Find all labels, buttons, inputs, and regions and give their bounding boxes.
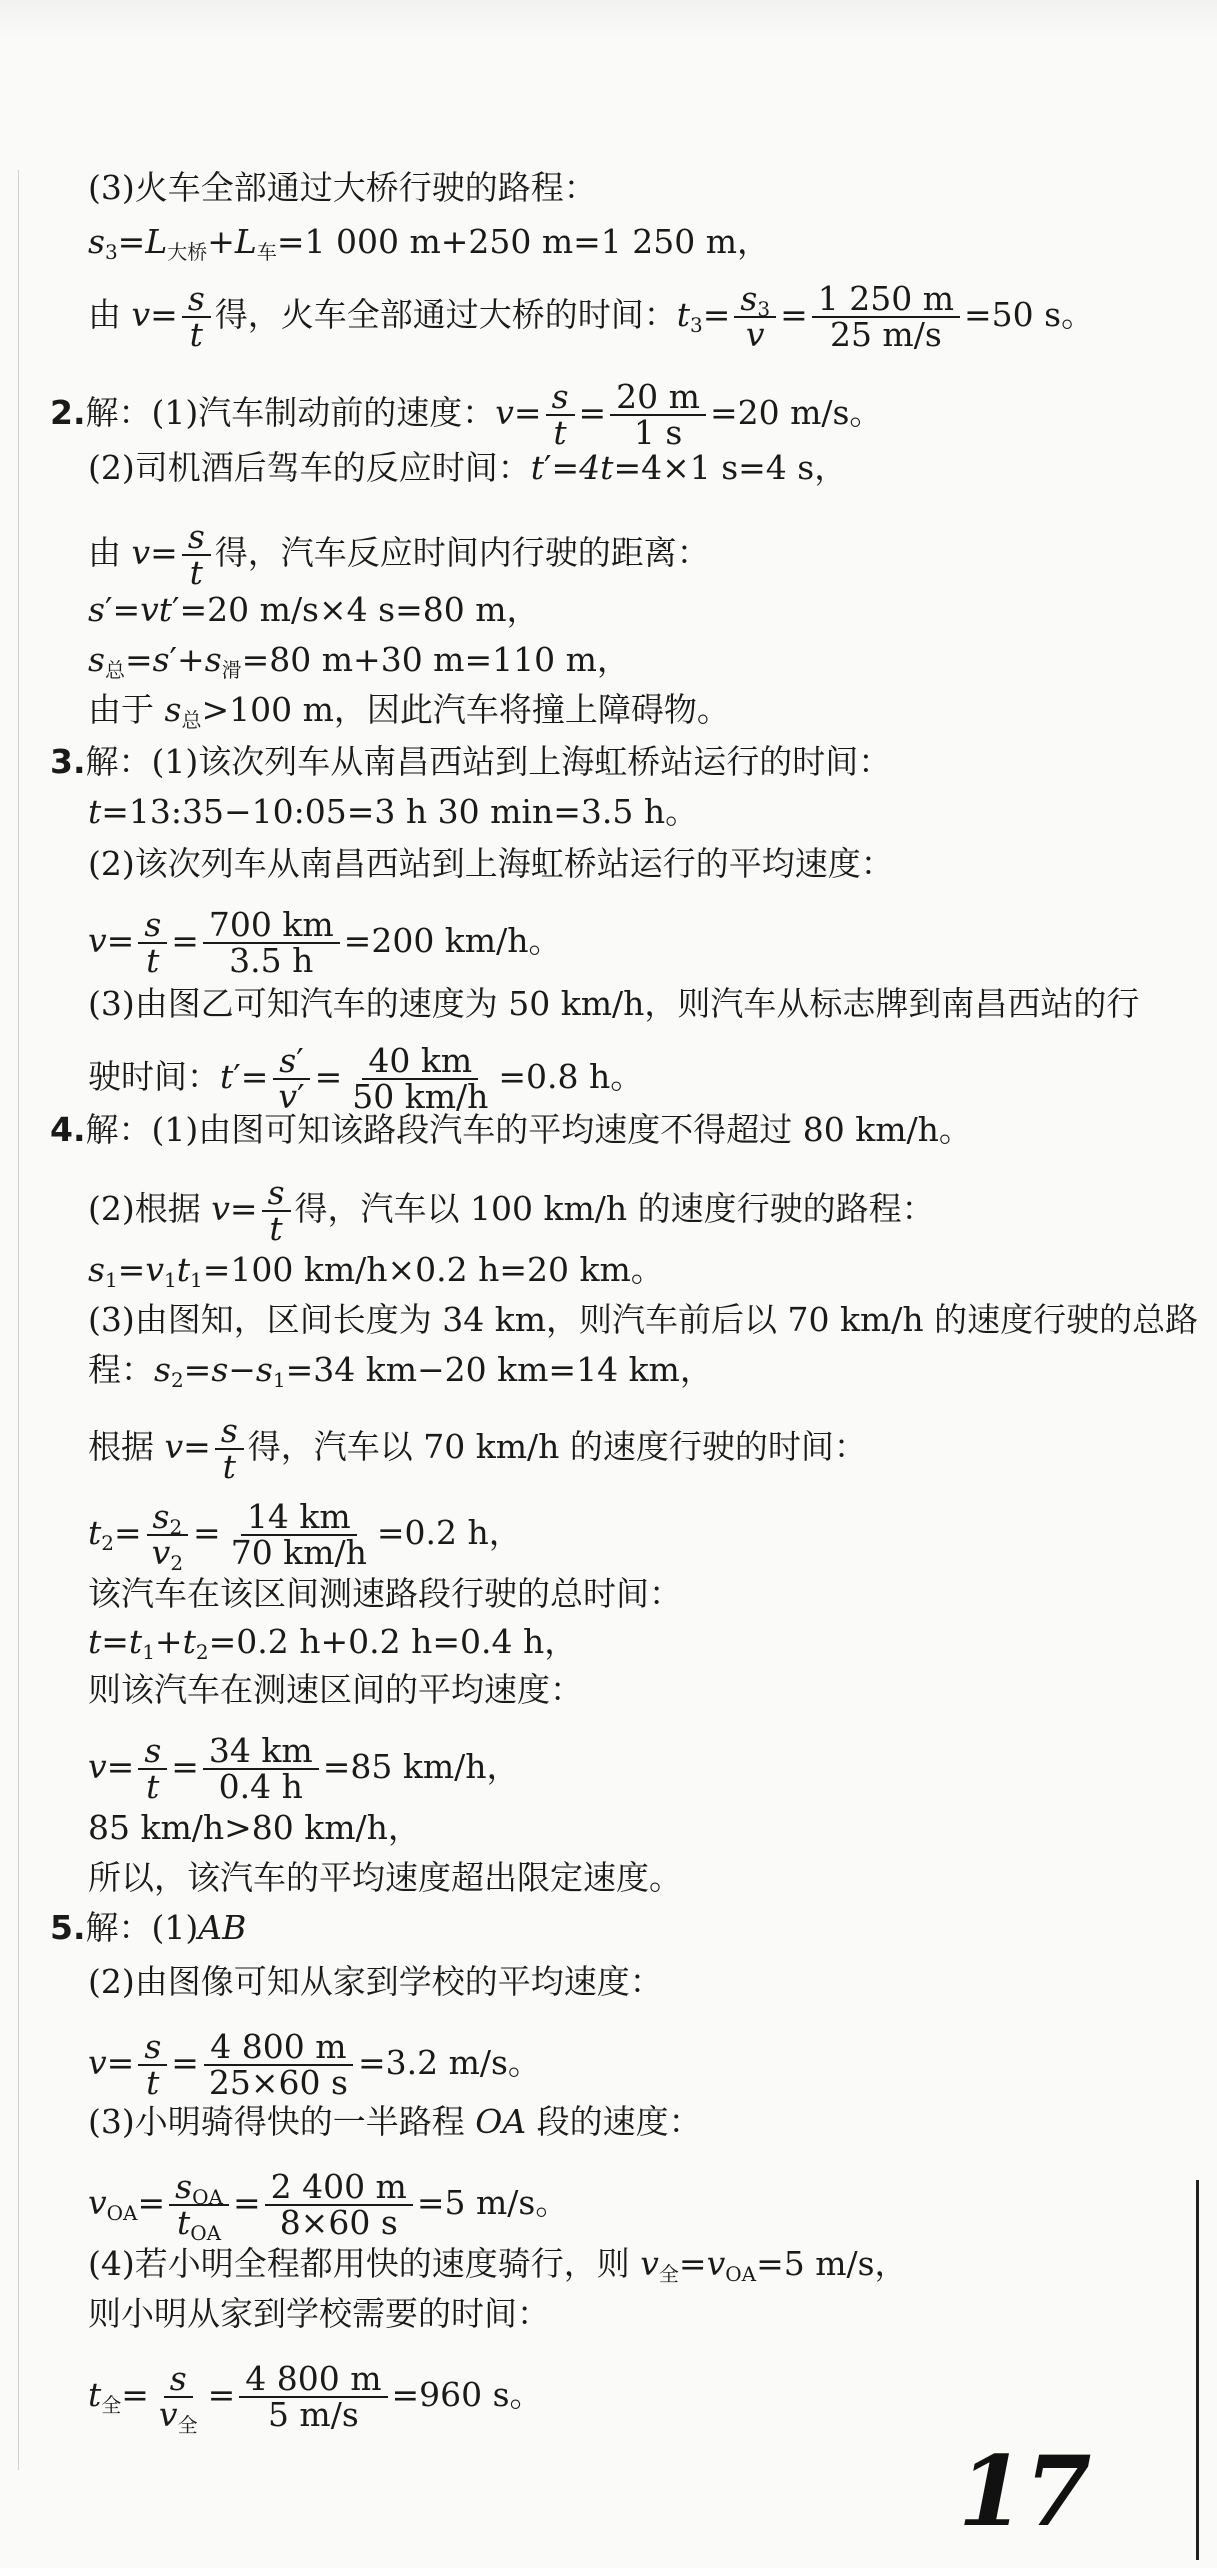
q4-line-4: (3)由图知，区间长度为 34 km，则汽车前后以 70 km/h 的速度行驶的总路 [88, 1300, 1199, 1339]
q3-line-6: 驶时间：t′= $\frac{s'}{v'}$ = $\frac{40 km}{50 km/h}$ =0.8 h。 [88, 1041, 644, 1116]
q4-line-1: 4.解：(1)由图可知该路段汽车的平均速度不得超过 80 km/h。 [50, 1110, 972, 1149]
right-margin-rule [1196, 2180, 1199, 2560]
q4-line-12: 85 km/h>80 km/h， [88, 1808, 421, 1847]
page-number: 17 [958, 2435, 1092, 2548]
q4-line-11: v= $\frac{s}{t}$ = $\frac{34 km}{0.4 h}$ =85 km/h， [88, 1731, 520, 1806]
q5-line-2: (2)由图像可知从家到学校的平均速度： [88, 1962, 663, 2001]
q3-line-4: v= $\frac{s}{t}$ = $\frac{700 km}{3.5 h}$ =200 km/h。 [88, 905, 562, 980]
q2-line-6: 由于 $s_总>100$ m，因此汽车将撞上障碍物。 [88, 690, 730, 732]
q3-line-2: t=13:35−10:05=3 h 30 min=3.5 h。 [88, 792, 699, 831]
q2-line-2: (2)司机酒后驾车的反应时间：t′=4t=4×1 s=4 s， [88, 448, 848, 487]
q5-line-1: 5.解：(1)AB [50, 1908, 247, 1947]
p1-heading: (3)火车全部通过大桥行驶的路程： [88, 168, 597, 207]
q4-line-5: 程：$s_2=s-s_1=34$ km−20 km=14 km， [88, 1350, 713, 1392]
q2-line-1: 2.解：(1)汽车制动前的速度：v= $\frac{s}{t}$ = $\frac{20 m}{1 s}$ =20 m/s。 [50, 377, 883, 452]
q4-line-7: $t_2=$ $\frac{s_2}{v_2}$ = $\frac{14 km}{70 km/h}$ =0.2 h， [88, 1497, 522, 1575]
q4-line-6: 根据 v= $\frac{s}{t}$ 得，汽车以 70 km/h 的速度行驶的时间： [88, 1411, 867, 1486]
q4-line-3: $s_1=v_1t_1=100$ km/h×0.2 h=20 km。 [88, 1250, 664, 1292]
q4-line-13: 所以，该汽车的平均速度超出限定速度。 [88, 1858, 682, 1897]
q5-line-8: $t_全=$ $\frac{s}{v_全}$ = $\frac{4 800 m}{5 m/s}$ =960 s。 [88, 2359, 543, 2437]
p1-line-time: 由 v= $\frac{s}{t}$ 得，火车全部通过大桥的时间：$t_3=$ $\frac{s_3}{v}$ = $\frac{1 250 m}{25 m/s}$ =50 s。 [88, 279, 1095, 354]
q4-line-8: 该汽车在该区间测速路段行驶的总时间： [88, 1574, 682, 1613]
left-margin-rule [18, 170, 19, 2470]
q5-line-6: (4)若小明全程都用快的速度骑行，则 $v_全=v_{OA}=5$ m/s， [88, 2244, 908, 2286]
q3-line-5: (3)由图乙可知汽车的速度为 50 km/h，则汽车从标志牌到南昌西站的行 [88, 984, 1140, 1023]
q5-line-5: $v_{OA}=$ $\frac{s_{OA}}{t_{OA}}$ = $\frac{2 400 m}{8\times 60 s}$ =5 m/s。 [88, 2167, 569, 2245]
q5-line-4: (3)小明骑得快的一半路程 OA 段的速度： [88, 2102, 702, 2141]
q3-line-1: 3.解：(1)该次列车从南昌西站到上海虹桥站运行的时间： [50, 742, 892, 781]
q4-line-2: (2)根据 v= $\frac{s}{t}$ 得，汽车以 100 km/h 的速度行驶的路程： [88, 1173, 935, 1248]
q4-line-9: $t=t_1+t_2=0.2$ h+0.2 h=0.4 h， [88, 1622, 578, 1664]
q4-line-10: 则该汽车在测速区间的平均速度： [88, 1670, 583, 1709]
q2-line-4: s′=vt′=20 m/s×4 s=80 m， [88, 590, 540, 629]
q2-line-5: $s_总=s'+s_滑=80$ m+30 m=110 m， [88, 640, 630, 682]
p1-line-distance: $s_3=L_{大桥}+L_车=1$ 000 m+250 m=1 250 m， [88, 222, 771, 264]
q3-line-3: (2)该次列车从南昌西站到上海虹桥站运行的平均速度： [88, 844, 894, 883]
q5-line-7: 则小明从家到学校需要的时间： [88, 2294, 550, 2333]
q2-line-3: 由 v= $\frac{s}{t}$ 得，汽车反应时间内行驶的距离： [88, 517, 710, 592]
q5-line-3: v= $\frac{s}{t}$ = $\frac{4 800 m}{25\times 60 s}$ =3.2 m/s。 [88, 2027, 541, 2102]
